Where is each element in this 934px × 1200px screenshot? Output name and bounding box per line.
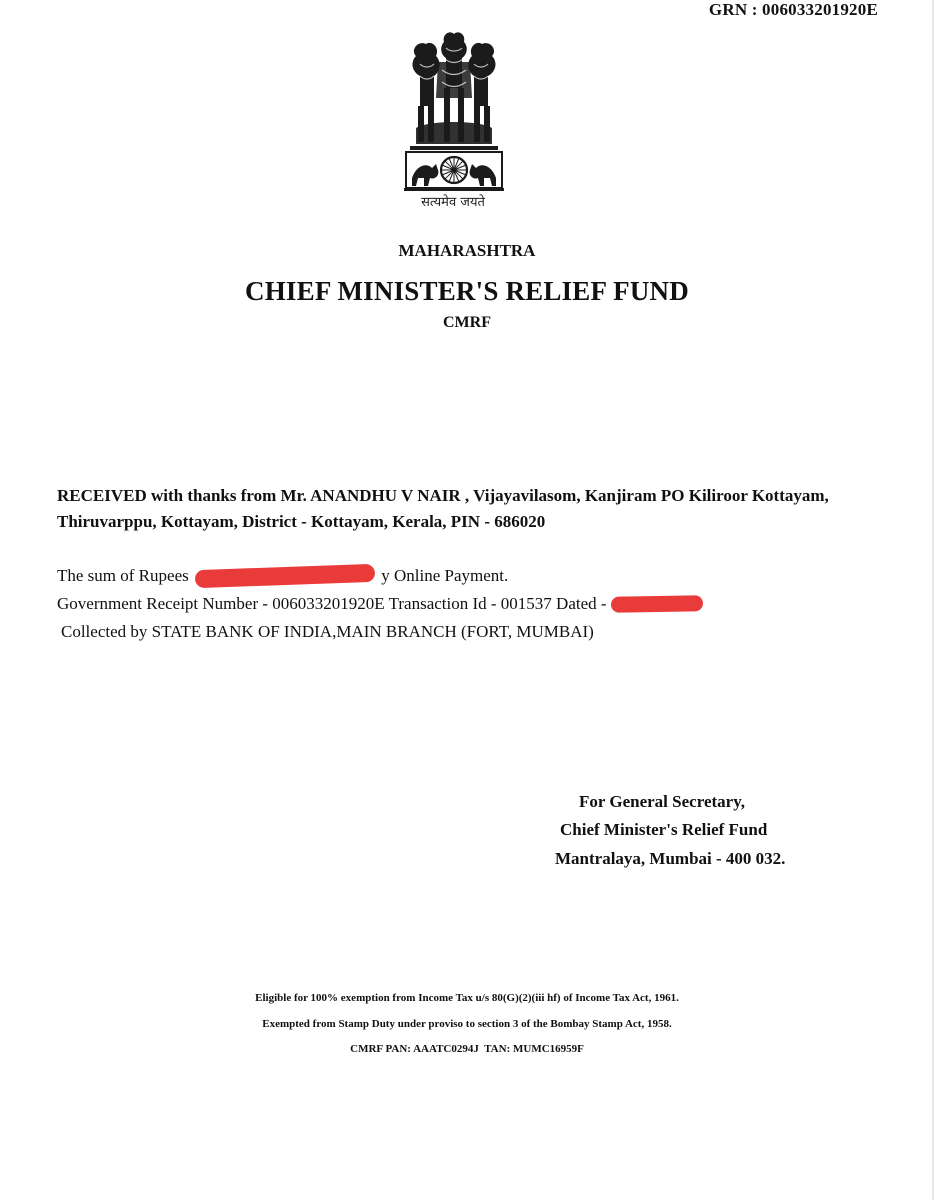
state-heading: MAHARASHTRA — [398, 241, 536, 260]
sum-line — [57, 566, 508, 586]
receipt-number-line — [57, 594, 703, 614]
emblem-motto: सत्यमेव जयते — [421, 195, 485, 210]
stamp-duty-note: Exempted from Stamp Duty under proviso to section 3 of the Bombay Stamp Act, 1958. — [262, 1018, 672, 1030]
tax-exemption-note: Eligible for 100% exemption from Income Tax u/s 80(G)(2)(iii hf) of Income Tax Act, 1961. — [255, 992, 679, 1004]
signature-line-3: Mantralaya, Mumbai - 400 032. — [555, 849, 786, 868]
fund-title: CHIEF MINISTER'S RELIEF FUND — [245, 276, 689, 306]
grn-number: GRN : 006033201920E — [708, 0, 878, 19]
sum-prefix: The sum of Rupees — [57, 566, 189, 585]
receipt-number-text: Government Receipt Number - 006033201920E Transaction Id - 001537 Dated - — [57, 594, 607, 613]
signature-line-1: For General Secretary, — [579, 792, 746, 811]
collected-by-text: Collected by STATE BANK OF INDIA,MAIN BRANCH (FORT, MUMBAI) — [61, 622, 594, 641]
redacted-date — [610, 595, 702, 613]
national-emblem-icon — [398, 28, 510, 218]
sum-suffix: y Online Payment. — [381, 566, 509, 585]
fund-abbreviation: CMRF — [443, 314, 491, 331]
received-from-text: RECEIVED with thanks from Mr. ANANDHU V NAIR , Vijayavilasom, Kanjiram PO Kiliroor Kottayam, Thiruvarppu, Kottayam, District - Kottayam, Kerala, PIN - 686020 — [57, 486, 829, 531]
pan-tan-note: CMRF PAN: AAATC0294J TAN: MUMC16959F — [350, 1043, 584, 1055]
signature-line-2: Chief Minister's Relief Fund — [560, 820, 768, 839]
redacted-amount — [195, 564, 376, 588]
